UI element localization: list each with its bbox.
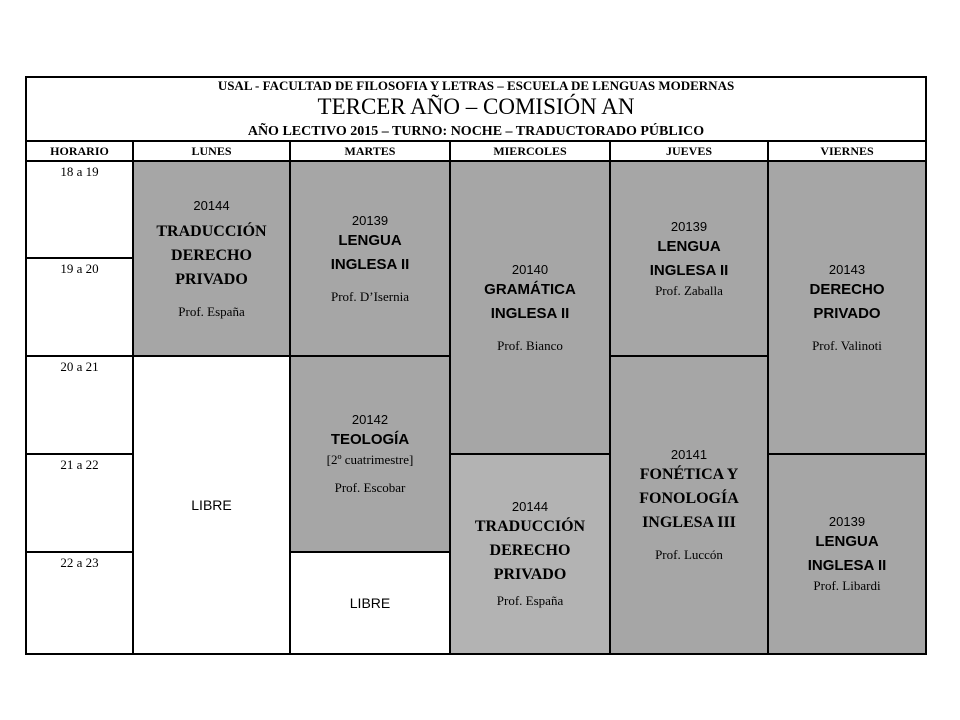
col-header-lunes: LUNES [134,142,291,162]
free-label: LIBRE [349,595,391,611]
course-code: 20139 [351,212,389,228]
term-note: [2º cuatrimestre] [326,452,414,467]
time-label: 18 a 19 [60,164,99,179]
course-code: 20142 [351,412,389,427]
course-name-line: TEOLOGÍA [330,431,410,448]
class-block-viernes-lengua [769,455,925,653]
time-label: 20 a 21 [60,359,99,374]
course-code: 20141 [670,447,708,462]
course-code: 20144 [511,499,549,514]
time-slot-20-21 [27,357,134,455]
course-name-line: TRADUCCIÓN [474,518,586,535]
class-block-miercoles-traduccion [451,455,611,653]
course-name-line: DERECHO [809,280,885,298]
course-name-line: LENGUA [657,237,721,255]
course-name-line: LENGUA [338,231,402,249]
col-header-martes: MARTES [291,142,451,162]
course-name-line: INGLESA II [807,557,887,574]
professor-name: Prof. Escobar [334,480,406,495]
course-name-line: DERECHO [171,246,252,264]
free-slot-lunes [134,357,291,653]
course-name-line: PRIVADO [813,304,881,322]
class-block-jueves-fonetica [611,357,769,653]
course-name-line: INGLESA II [490,304,570,322]
course-name-line: DERECHO [489,542,571,559]
course-name-line: PRIVADO [493,566,567,583]
course-name-line: GRAMÁTICA [484,280,576,298]
professor-name: Prof. España [496,593,564,608]
course-name-line: TRADUCCIÓN [156,222,267,240]
professor-name: Prof. Valinoti [812,337,882,353]
class-block-martes-teologia [291,357,451,553]
course-code: 20144 [193,197,230,213]
time-slot-18-19 [27,162,134,259]
institution-line: USAL - FACULTAD DE FILOSOFIA Y LETRAS – ESCUELA DE LENGUAS MODERNAS [217,78,735,93]
time-label: 22 a 23 [60,555,99,570]
class-block-miercoles-gramatica [451,162,611,455]
page-title: TERCER AÑO – COMISIÓN AN [317,94,635,119]
course-name-line: LENGUA [815,533,879,550]
time-slot-22-23 [27,553,134,653]
professor-name: Prof. D’Isernia [331,288,409,304]
schedule-table [25,76,927,655]
course-name-line: FONÉTICA Y [639,466,739,483]
course-name-line: INGLESA III [642,514,736,531]
class-block-martes-lengua [291,162,451,357]
professor-name: Prof. Bianco [497,337,563,353]
col-header-viernes: VIERNES [769,142,925,162]
time-slot-21-22 [27,455,134,553]
time-label: 19 a 20 [60,261,99,276]
course-code: 20139 [828,514,866,529]
course-code: 20143 [828,261,866,277]
time-slot-19-20 [27,259,134,357]
course-name-line: PRIVADO [175,270,248,288]
professor-name: Prof. España [178,303,245,319]
free-label: LIBRE [191,497,232,513]
class-block-viernes-derecho [769,162,925,455]
professor-name: Prof. Zaballa [655,282,723,298]
course-name-line: INGLESA II [330,255,410,273]
free-slot-martes [291,553,451,653]
course-code: 20139 [670,218,708,234]
table-header [27,78,925,142]
class-block-jueves-lengua [611,162,769,357]
time-label: 21 a 22 [60,457,99,472]
class-block-lunes-traduccion [134,162,291,357]
course-name-line: FONOLOGÍA [639,490,739,507]
professor-name: Prof. Luccón [655,547,723,562]
course-code: 20140 [511,261,549,277]
col-header-jueves: JUEVES [611,142,769,162]
col-header-horario: HORARIO [27,142,134,162]
academic-year-line: AÑO LECTIVO 2015 – TURNO: NOCHE – TRADUCTORADO PÚBLICO [247,124,705,139]
col-header-miercoles: MIERCOLES [451,142,611,162]
professor-name: Prof. Libardi [813,578,881,593]
course-name-line: INGLESA II [649,261,729,279]
